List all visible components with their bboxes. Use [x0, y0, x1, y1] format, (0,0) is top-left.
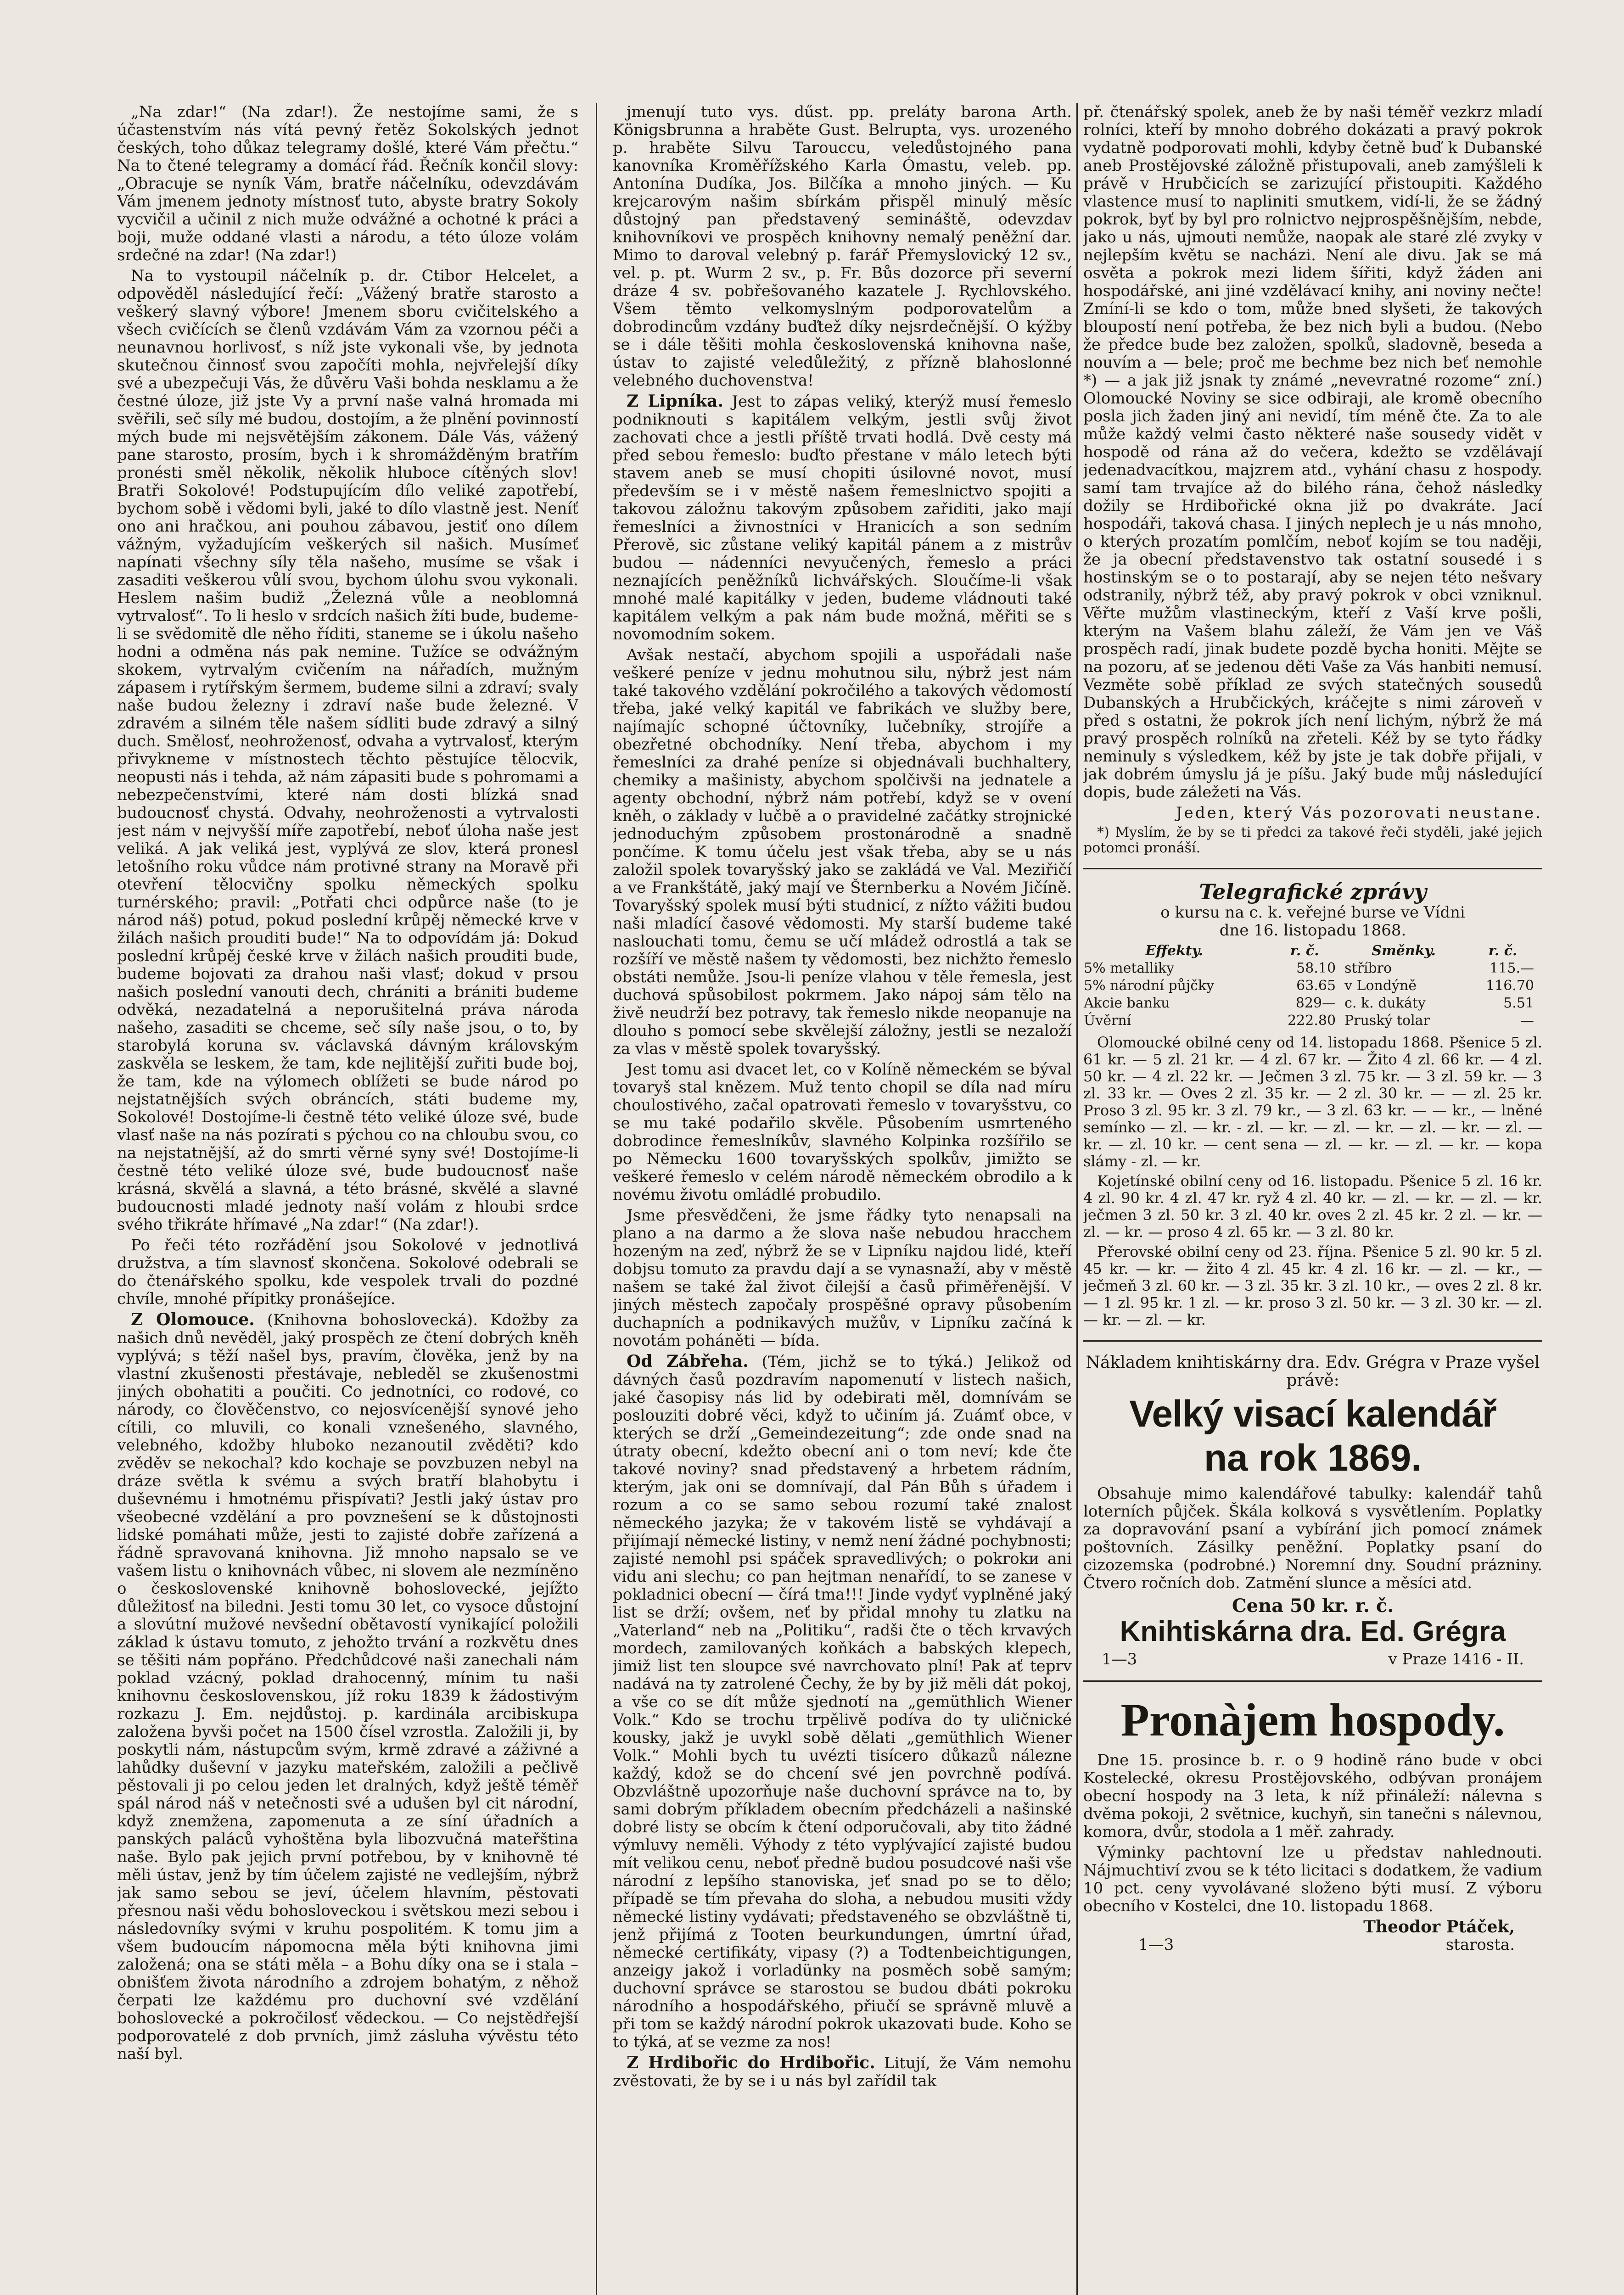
section-heading-hrdiborice: Z Hrdibořic do Hrdibořic.	[627, 2053, 875, 2072]
ad-signature: Theodor Ptáček,	[1363, 1917, 1515, 1937]
telegraph-title: Telegrafické zprávy	[1199, 879, 1427, 904]
table-row	[1083, 977, 1542, 995]
table-cell: 58.10	[1296, 960, 1336, 976]
table-header: Effekty.	[1145, 943, 1204, 959]
telegraph-date: dne 16. listopadu 1868.	[1219, 921, 1406, 940]
signoff: Jeden, který Vás pozorovati neustane.	[1176, 804, 1542, 822]
hrdiborice-report	[613, 2054, 1072, 2090]
table-row	[1083, 1012, 1542, 1030]
article-paragraph: „Na zdar!“ (Na zdar!). Že nestojíme sami, že s účastenstvím nás vítá pevný řetěz Sokolských jednot českých, toho důkaz telegramy došlé, které Vám přečtu.“ Na to čtené telegramy a domácí řád. Řečník končil slovy: „Obracuje se nyník Vám, bratře náčelníku, odevzdávám Vám jmenem jednoty místnosť tuto, abyste bratry Sokoly vycvičil a učinil z nich muže odvážné a ochotné k práci a boji, muže oddané vlasti a národu, a této úloze volám srdečné na zdar! (Na zdar!)	[117, 103, 578, 264]
ad-role: starosta.	[1445, 1936, 1515, 1954]
article-paragraph: jmenují tuto vys. dűst. pp. preláty barona Arth. Königsbrunna a hraběte Gust. Belrupta, vys. urozeného p. hraběte Silvu Tarouccu, veledůstojného pana kanovníka Kroměřížského Karla Ómastu, veleb. pp. Antonína Dudíka, Jos. Bilčíka a mnoho jiných. — Ku krejcarovým našim sbírkám přispěl minulý měsíc důstojný pan představený semináště, odevzdav knihovníkovi ve prospěch knihovny nemalý peněžní dar. Mimo to daroval velebný p. farář Přemyslovický 12 sv., vel. p. pt. Wurm 2 sv., p. Fr. Bůs dozorce při severní dráze 4 sv. pobřešovaného kazatele J. Rychlovského. Všem těmto velkomyslným podporovatelům a dobrodincům vzdány buďtež díky nejsrdečnější. O kýžby se i dále těšiti mohla československá knihovna naše, ústav to zajisté veledůležitý, z přízně blahoslonné velebného duchovenstva!	[613, 103, 1072, 390]
ad-lead: Nákladem knihtiskárny dra. Edv. Grégra v Praze vyšel právě:	[1086, 1353, 1540, 1390]
ad-body: Výminky pachtovní lze u představ nahlednouti. Nájmuchtiví zvou se k této licitaci s dodatkem, že vadium 10 pct. ceny vyvolávané složeno býti musí. Z výboru obecního v Kostelci, dne 10. listopadu 1868.	[1083, 1843, 1542, 1915]
lipnik-report	[613, 392, 1072, 644]
ad-body: Obsahuje mimo kalendářové tabulky: kalendář tahů loterních půjček. Škála kolková s vysvětlením. Poplatky za dopravování psaní a vybírání jich pomocí známek poštovních. Zásilky peněžní. Poplatky psaní do cizozemska (podrobné.) Noremní dny. Soudní prázniny. Čtvero ročních dob. Zatmění slunce a měsíci atd.	[1083, 1484, 1542, 1592]
table-cell: 116.70	[1486, 978, 1534, 994]
grain-prices-kojetin: Kojetínské obilní ceny od 16. listopadu. Pšenice 5 zl. 16 kr. 4 zl. 90 kr. 4 zl. 47 kr. ryž 4 zl. 40 kr. — zl. — kr. — zl. — kr. ječmen 3 zl. 50 kr. 3 zl. 40 kr. oves 2 zl. 45 kr. 2 zl. — kr. — zl. — kr. — proso 4 zl. 65 kr. — 3 zl. 80 kr.	[1083, 1172, 1542, 1241]
article-paragraph: Jsme přesvědčeni, že jsme řádky tyto nenapsali na plano a na darmo a že slova naše nebudou hracchem hozeným na zeď, nýbrž že se v Lipníku najdou lidé, kteří dobjsu tomuto za pravdu dají a se vynasnaží, aby v městě našem se také žal život čilejší a časů přiměřenější. V jiných městech započaly prospěšné opravy působením duchapních a podnikavých mužův, v Lipníku začíná k novotám poháněti — bída.	[613, 1206, 1072, 1350]
table-cell: 829—	[1295, 995, 1336, 1011]
column-3	[1083, 103, 1542, 2295]
ad-body: Dne 15. prosince b. r. o 9 hodině ráno bude v obci Kostelecké, okresu Prostějovského, odbývan pronájem obecní hospody na 3 leta, k níž přináleží: nálevna s dvěma pokoji, 2 světnice, kuchyň, sin tanečni s nálevnou, komora, dvůr, stodola a 1 měř. zahrady.	[1083, 1751, 1542, 1841]
ad-title-lease: Pronàjem hospody.	[1120, 1694, 1505, 1746]
grain-prices-olomouc: Olomoucké obilné ceny od 14. listopadu 1868. Pšenice 5 zl. 61 kr. — 5 zl. 21 kr. — 4 zl. 67 kr. — Žito 4 zl. 66 kr. — 4 zl. 50 kr. — 4 zl. 22 kr. — Ječmen 3 zl. 75 kr. — 3 zl. 59 kr. — 3 zl. 33 kr. — Oves 2 zl. 35 kr. — 2 zl. 30 kr. — — zl. 25 kr. Proso 3 zl. 95 kr. 3 zl. 79 kr., — 3 zl. 63 kr. — — kr., — lněné semínko — zl. — kr. - zl. — kr. — zl. — kr. — zl. — kr. — zl. — kr. — zl. 10 kr. — cent sena — zl. — kr. — zl. — kr. — kopa slámy - zl. — kr.	[1083, 1034, 1542, 1170]
divider	[1083, 1340, 1542, 1342]
article-paragraph: Na to vystoupil náčelník p. dr. Ctibor Helcelet, a odpověděl následující řečí: „Vážený bratře starosto a veškerý slavný výbore! Jmenem sboru cvičitelského a všech cvičících se členů vzdávám Vám za vzornou péči a neunavnou horlivosť, s níž jste vykonali vše, by jednota skutečnou činnosť svou započíti mohla, nejvřelejší díky své a ubezpečuji Vás, že důvěru Vaši bohda nesklamu a že čestné úloze, již jste Vy a první naše valná hromada mi svěřili, seč síly mé budou, dostojím, a že plnění povinností mých bude mi nejsvětějším zákonem. Dále Vás, vážený pane starosto, prosím, bych i k shromážděným bratřím pronésti směl několik, několik hluboce cítěných slov! Bratři Sokolové! Podstupujícím dílo veliké zapotřebí, bychom sobě i vědomi byli, jaké to dílo vlastně jest. Neníť ono ani hračkou, ani pouhou zábavou, jestiť ono dílem vážným, vyžadujícím veškerých sil našich. Musímeť napínati všechny síly těla našeho, musíme se však i zasaditi veškerou vůlí svou, bychom úlohu svou vykonali. Heslem našim budiž „Železná vůle a neoblomná vytrvalosť“. To li heslo v srdcích našich žíti bude, budeme-li se svědomitě dle něho říditi, staneme se i úkolu našeho hodni a odměna nás pak nemine. Tužíce se odvážným skokem, vytrvalým cvičením na nářadích, mužným zápasem i rytířským šermem, budeme silni a zdraví; svaly naše budou železny i zdraví naše bude železné. V zdravém a silném těle našem sídliti bude zdravý a silný duch. Smělosť, neohroženosť, odvaha a vytrvalosť, kterým přivykneme v místnostech těchto pěstujíce tělocvik, neopusti nás i tehda, až nám zápasiti bude s pohromami a nebezpečenstvími, které nám dosti blízká snad budoucnosť chystá. Odvahy, neohroženosti a vytrvalosti jest nám v nejvyšší míře zapotřebí, neboť úloha naše jest veliká. A jak veliká jest, vyplývá ze slov, která pronesl letošního roku vůdce nám protivné strany na Moravě při otevření tělocvičny spolku německých spolku turnérského; pravil: „Potřati chci odpůrce naše (to je národ náš) potud, pokud poslední krůpěj německé krve v žilách našich prouditi bude!“ Na to odpovídám já: Dokud poslední krůpěj české krve v žilách našich prouditi bude, budeme bojovati za drahou naši vlasť; dokud v prsou našich poslední vanouti dech, chrániti a brániti budeme odvěká, nezadatelná a neporušitelná práva národa našeho, zasaditi se chceme, seč síly naše jsou, o to, by starobylá koruna sv. václavská dávným královským zaskvěla se leskem, že tam, kde nejlitější zuřiti bude boj, že tam, kde na výlomech oblížeti se bude národ po nejstatnějších svých obráncích, státi budeme my, Sokolové! Dostojíme-li čestně této veliké úloze své, bude vlasť naše na nás pozírati s pýchou co na chloubu svou, co na nejstatnější, až do smrti věrné syny své! Dostojíme-li čestně této veliké úloze své, bude budoucnosť naše krásná, skvělá a slavná, a této brásné, skvělé a slavné budoucnosti mladé jednoty naší volám z hloubi srdce svého třikráte hřímavé „Na zdar!“ (Na zdar!).	[117, 267, 578, 1234]
section-text: Litují, že Vám nemohu zvěstovati, že by se i u nás byl zařídil tak	[613, 2054, 1072, 2090]
section-heading-zabreh: Od Zábřeha.	[627, 1352, 749, 1371]
table-header: r. č.	[1290, 943, 1319, 959]
column-rule-2	[1076, 103, 1078, 2295]
article-paragraph: Avšak nestačí, abychom spojili a uspořádali naše veškeré peníze v jednu mohutnou silu, nýbrž jest nám také takového vzdělání pokročilého a takových vědomostí třeba, jaké velký kapitál ve fabrikách ve služby bere, najímajíc schopné účtovníky, lučebníky, strojíře a obezřetné obchodníky. Není třeba, abychom i my řemeslníci za drahé peníze si objednávali buchhaltery, chemiky a mašinisty, abychom spolčivši na jednatele a agenty obchodní, nýbrž nám potřebí, když se v ovení kněh, o základy v lučbě a o pravidelné začátky strojnické jednoduchým způsobem prostonárodně a snadně pončíme. K tomu účelu jest však třeba, aby se u nás založil spolek tovaryšský jako se zakládá ve Val. Meziřičí a ve Frankštátě, jaký mají ve Šternberku a Novém Jičíně. Tovaryšský spolek musí býti studnicí, z nížto vážiti budou naši mladící časové vědomosti. My starší budeme také naslouchati tomu, čemu se učí mládež odrostlá a tak se rozšíří ve městě našem ty vědomosti, bez nichžto řemeslo obstáti nemůže. Jsou-li peníze vlahou v těle řemesla, jest duchová spůsobilost pokrmem. Jako nápoj sám tělo na živě neudrží bez potravy, tak řemeslo nikde neopanuje na dlouho s pomocí sebe skvělejší záložny, jestli se nezaloží za vlas v městě spolek tovaryšský.	[613, 646, 1072, 1058]
ad-address	[1083, 1651, 1542, 1668]
table-cell: 5.51	[1503, 995, 1534, 1011]
column-1	[117, 103, 578, 2295]
ad-signature-role	[1083, 1936, 1542, 1954]
table-cell: 5% národní půjčky	[1084, 978, 1215, 994]
table-row	[1083, 995, 1542, 1012]
divider	[1083, 868, 1542, 869]
ad-price: Cena 50 kr. r. č.	[1232, 1595, 1394, 1617]
footnote: *) Myslím, že by se ti předci za takové řeči styděli, jaké jejich potomci pronáší.	[1083, 824, 1542, 856]
article-paragraph: př. čtenářský spolek, aneb že by naši téměř vezkrz mladí rolníci, kteří by mnoho dobrého dokázati a pravý pokrok vydatně podporovati mohli, kdyby četně buď k Dubanské aneb Prostějovské záložně přistupovali, aneb zamýšleli k právě v Hrubčicích se zarizující přistoupiti. Každého vlastence musí to napliniti smutkem, vidí-li, že se žádný pokrok, byť by byl pro rolnictvo nejprospěšnějším, nebde, jako u nás, ujmouti nemůže, naopak ale staré zlé zvyky v nejlepším květu se nacházi. Není ale divu. Jak se má osvěta a pokrok mezi lidem šířiti, když žáden ani hospodářské, ani jiné vzdělávací knihy, ani noviny nečte! Zmíní-li se kdo o tom, může bned slyšeti, že takových bloupostí není potřeba, že bez nich byli a budou. (Nebo že předce bude bez založen, spolků, sladovně, beseda a nouvím a — bele; proč me bechme bez nich beť nemohle *) — a jak již jsnak ty známé „nevevratné rozome“ zní.) Olomoucké Noviny se sice odbiraji, ale kromě obecního posla jich žaden jiný ani nevidí, tím méně čte. Za to ale může každý velmi často některé naše sousedy vidět v hospodě od rána až do večera, kdežto se vzdělávají jedenadvacítkou, majzrem atd., vyhání chasu z hospody. samí tam trvajíce až do bilého rána, čehož následky dožily se Hrdibořické okna již po dvakráte. Jací hospodáři, taková chasa. I jiných neplech je u nás mnoho, o kterých prozatím pomlčím, neboť kojím se tou naději, že ja obecní představenstvo tak ostatní sousedé i s hostinským se o to postarají, aby se nejen této nešvary odstranily, nýbrž též, aby pravý pokrok v obci vzniknul. Věřte mužům vlastineckým, kteří z Vaší krve pošli, kterým na Vašem blahu záleží, že Vám jen ve Váš prospěch radí, jinak budete pozdě bycha honiti. Mějte se na pozoru, ať se jedenou děti Vaše za Vás hanbiti nemusí. Vezměte sobě příklad ze svých statečných sousedů Dubanských a Hrubčických, kráčejte s nimi zároveň v před s ostatni, že pokrok jích není lichým, nýbrž že má pravý prospěch rolníků na zřeteli. Kéž by se tyto řádky neminuly s výsledkem, kéž by jste je tak dobře přijali, v jak dobrém úmyslu já je píšu. Jaký bude můj následující dopis, bude záležeti na Vás.	[1083, 103, 1542, 801]
table-header: Směnky.	[1372, 943, 1436, 959]
table-cell: Pruský tolar	[1344, 1013, 1430, 1029]
section-text: Jest to zápas veliký, kterýž musí řemeslo podniknouti s kapitálem velkým, jestli svůj život zachovati chce a jestli příště trvati hodlá. Dvě cesty má před sebou řemeslo: buďto přestane v málo letech býti stavem aneb se musí chopiti úsilovné novot, musí především se i v městě našem řemeslnictvo spojiti a takovou záložnu takovým způsobem zařiditi, jako mají řemeslníci a živnostníci v Hranicích a son sedním Přerově, sic zůstane veliký kapitál pánem a z mistrův budou — nádenníci nevyučených, řemeslo a práci neznajících peněžníků lichvářských. Sloučíme-li však mnohé malé kapitálky v jeden, budeme vládnouti také kapitálem velkým a pak nám bude možná, měřiti se s novomodním sokem.	[613, 392, 1072, 644]
section-heading-olomouc: Z Olomouce.	[131, 1310, 255, 1329]
table-cell: 222.80	[1288, 1013, 1336, 1029]
table-cell: Akcie banku	[1084, 995, 1170, 1011]
column-rule-1	[596, 103, 597, 2295]
table-cell: Úvěrní	[1084, 1013, 1131, 1029]
table-cell: —	[1520, 1013, 1534, 1029]
exchange-table	[1083, 942, 1542, 1030]
ad-issue-number: 1—3	[1138, 1936, 1174, 1954]
ad-issue-number: 1—3	[1102, 1650, 1137, 1668]
ad-publisher: Knihtiskárna dra. Ed. Grégra	[1120, 1616, 1506, 1647]
ad-location: v Praze 1416 - II.	[1388, 1650, 1524, 1668]
table-cell: 63.65	[1296, 978, 1336, 994]
telegraph-subtitle: o kursu na c. k. veřejné burse ve Vídni	[1160, 903, 1465, 922]
section-text: (Knihovna bohoslovecká). Kdožby za našich dnů nevěděl, jaký prospěch ze čtení dobrých kněh vyplývá; s těží našel bys, pravím, člověka, jenž by na vlastní zkušenosti přestávaje, nebleděl se zkušenostmi jiných obohatiti a poučiti. Co jednotníci, co rodové, co národy, co člověčenstvo, co nejosvícenější synové jeho cítili, co mluvili, co konali vznešeného, slavného, velebného, kdožby hluboko nezanoutil zvěděti? kdo zvěděv se nekochal? kdo kochaje se povzbuzen nebyl na dráze světla k svému a svých bratří blahobytu i duševnému i hmotnému přispívati? Jestli jaký ústav pro všeobecné vzdělání a pro povznešení se k důstojnosti lidské pomáhati může, jesti to zajisté dobře zařízená a řádně spravovaná knihovna. Již mnoho napsalo se ve vašem listu o knihovnách vůbec, ni slovem ale nezmíněno o československé knihovně bohoslovecké, jejížto důležitosť na biledni. Jesti tomu 30 let, co vysoce důstojní a slovútní mužové nevšední obětavostí vynikající položili základ k ústavu tomuto, z jehožto trvání a rozkvětu dnes se těšiti nám popřáno. Předchůdcové naši zanechali nám poklad vzácný, poklad drahocenný, mínim tu naši knihovnu československou, jíž roku 1839 k žádostivým rozkazu J. Em. nejdůstoj. p. kardinála arcibiskupa založena byvši počet na 1500 čísel vzrostla. Založili ji, by poskytli nám, nástupcům svým, krmě zdravé a záživné a lahůdky duševní v jazyku mateřském, založili a pečlivě pěstovali ji po celou jeden let dralných, když ještě téměř spál národ náš v netečnosti své a udušen byl cit národní, když znemžena, zapomenuta a ze síní úřadních a panských paláců vyhoštěna byla libozvučná mateřština naše. Bylo pak jejich první potřebou, by v knihovně té měli ústav, jenž by tím účelem zajisté ne vedlejším, nýbrž jak samo sebou se jeví, účelem hlavním, pěstovati přesnou naši vědu bohosloveckou i světskou mezi sebou i následovníky svými v kruhu pospolitém. K tomu jim a všem budoucím nápomocna měla býti knihovna jimi založená; ona se státi měla – a Bohu díky ona se i stala – obnišťem života národního a zdrojem bohatým, z něhož čerpati lze každému pro duchovní své vzdělání bohoslovecké a pokročilosť vědeckou. — Co nejstědřejší podporovatelé z dob prvních, jimž zásluha vývěstu této naší byl.	[117, 1311, 578, 2063]
table-cell: 5% metalliky	[1084, 960, 1175, 976]
grain-prices-prerov: Přerovské obilní ceny od 23. října. Pšenice 5 zl. 90 kr. 5 zl. 45 kr. — kr. — žito 4 zl. 45 kr. 4 zl. 16 kr. — zl. — kr., — ječmeň 3 zl. 60 kr. — 3 zl. 35 kr. 3 zl. 10 kr., — oves 2 zl. 8 kr. — 1 zl. 95 kr. 1 zl. — kr. proso 3 zl. 50 kr. — 3 zl. 30 kr. — zl. — kr. — zl. — kr.	[1083, 1243, 1542, 1328]
article-paragraph: Po řeči této rozřádění jsou Sokolové v jednotlivá družstva, a tím slavnosť skončena. Sokolové odebrali se do čtenářského spolku, kde vespolek trvali do pozdné chvíle, mnohé přípitky pronášejíce.	[117, 1236, 578, 1308]
column-2	[613, 103, 1072, 2295]
article-paragraph: Jest tomu asi dvacet let, co v Kolíně německém se býval tovaryš stal knězem. Muž tento chopil se díla nad míru choulostivého, začal opatrovati řemeslo v tovaryšstvu, co se mu také podařilo skvěle. Působením usmrteného dobrodince řemeslníkův, slavného Kolpinka rozšířilo se po Německu 1600 tovaryšských spolkův, jimižto se veškeré řemeslo v celém národě německém obrodilo a k novému životu omládlé probudilo.	[613, 1060, 1072, 1204]
zabreh-report	[613, 1353, 1072, 2051]
table-cell: c. k. dukáty	[1344, 995, 1426, 1011]
table-row	[1083, 960, 1542, 977]
table-cell: v Londýně	[1344, 978, 1417, 994]
table-cell: stříbro	[1344, 960, 1392, 976]
section-heading-lipnik: Z Lipníka.	[627, 392, 724, 411]
ad-title: Velký visací kalendář	[1129, 1393, 1496, 1435]
table-header: r. č.	[1488, 943, 1518, 959]
ad-title-year: na rok 1869.	[1204, 1437, 1422, 1479]
olomouc-report	[117, 1311, 578, 2063]
divider	[1083, 1680, 1542, 1682]
section-text: (Tém, jichž se to týká.) Jelikož od dávných časů pozdravím napomenutí v listech našich, jaké časopisy nás lid by odebirati měl, domnívám se poslouziti dobré věci, když to učiním já. Zuámť obce, v kterých se drží „Gemeindezeitung“; zde onde snad na útraty obecní, kdežto obecní ani o tom neví; kde čte takové noviny? snad představený a hrbetem rádním, kterým, jak oni se domnívají, dal Pán Bůh s úřadem i rozum a co se samo sebou rozumí také znalost německého jazyka; že v takovém listě se vyhdávají a přijímají německé listiny, v nemž není žádné pochybnosti; zajisté nemohl psi spáček spravedlivých; o pokrokи ani vidu ani slechu; co pan hejtman nenařídí, to se zanese v pokladnici obecní — čírá tma!!! Jinde vydyť vyplněné jaký list se drží; ovšem, neť by přidal mnohy tu zlatku na „Vaterland“ neb na „Politiku“, radši čte o těch krvavých mordech, zamilovaných koňkách a babských klepech, jimiž list ten sloupce své navrchovato plní! Pak ať teprv nadává na ty zatrolené Čechy, že by by již měli dát pokoj, a vše co se dít může sjednotí na „gemüthlich Wiener Volk.“ Kdo se trochu trpělivě podíva do ty uličnické kousky, jakž je uvykl sobě dělati „gemüthlich Wiener Volk.“ Mohli bych tu uvézti tisícero důkazů nálezne každý, kdož se do chcení své jen povrchně podívá. Obzvláštně upozorňuje naše duchovní správce na to, by sami dobrým příkladem obecním předcházeli a našinské dobré listy se obcím k čtení odporučovali, aby tito žádné výmluvy neměli. Výhody z této vyplývající zajisté budou mít velikou cenu, neboť předně budou posudcové naši vše národní z lepšího stanoviska, jeť snad po se to dělo; případě se tím převaha do sloha, a nebudou musiti vždy německé listiny vydávati; představeného se obzvláštně ti, jenž přijímá z Tooten beurkundungen, úmrtní úřad, německé certifikáty, vipasy (?) a Todtenbeichtigungen, anzeigy jakož i vorladünky na posměch sobě samým; duchovní správce se starostou se budou dbáti pokroku národního a hospodářského, přiučí se správně mluvě a při tom se každý národní pokrok ukazovati bude. Koho se to týká, ať se vezme za nos!	[613, 1353, 1072, 2051]
table-cell: 115.—	[1490, 960, 1534, 976]
